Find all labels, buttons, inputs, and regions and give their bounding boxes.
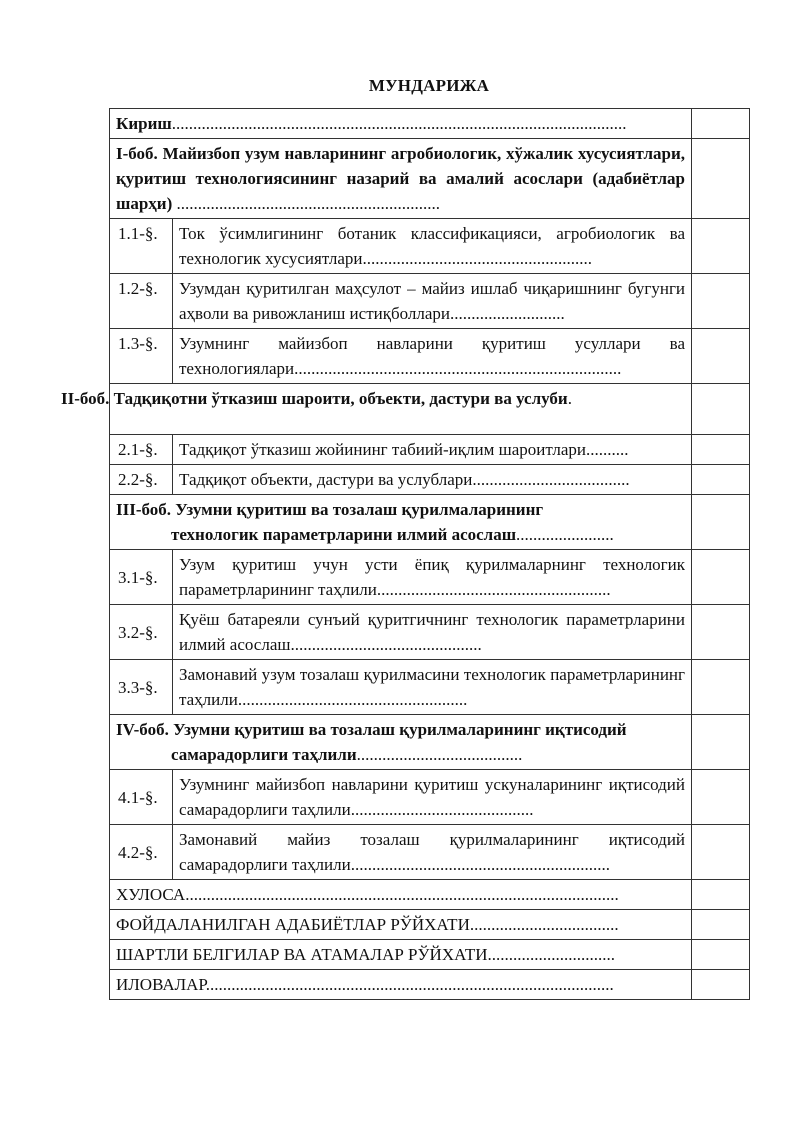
toc-entry-abbreviations[interactable]: ШАРТЛИ БЕЛГИЛАР ВА АТАМАЛАР РЎЙХАТИ.............................. bbox=[110, 940, 692, 970]
page-number-cell bbox=[692, 274, 750, 329]
section-number: 4.1-§. bbox=[110, 770, 173, 825]
page-number-cell bbox=[692, 219, 750, 274]
toc-entry-section-1-2[interactable]: Узумдан қуритилган маҳсулот – майиз ишлаб чиқаришнинг бугунги аҳволи ва ривожланиш истиқболлари........................... bbox=[173, 274, 692, 329]
toc-row-section-3-1 bbox=[110, 550, 750, 605]
section-number: 3.2-§. bbox=[110, 605, 173, 660]
page-number-cell bbox=[692, 910, 750, 940]
section-number: 3.3-§. bbox=[110, 660, 173, 715]
page-number-cell bbox=[692, 495, 750, 550]
toc-entry-section-2-2[interactable]: Тадқиқот объекти, дастури ва услублари..................................... bbox=[173, 465, 692, 495]
toc-row-chapter-1 bbox=[110, 139, 750, 219]
toc-row-section-3-3 bbox=[110, 660, 750, 715]
toc-entry-section-2-1[interactable]: Тадқиқот ўтказиш жойининг табиий-иқлим шароитлари.......... bbox=[173, 435, 692, 465]
section-number: 2.2-§. bbox=[110, 465, 173, 495]
page-number-cell bbox=[692, 329, 750, 384]
toc-row-appendices bbox=[110, 970, 750, 1000]
chapter-3-line-2: технологик параметрларини илмий асослаш....................... bbox=[171, 525, 614, 544]
toc-row-chapter-3 bbox=[110, 495, 750, 550]
toc-row-conclusion bbox=[110, 880, 750, 910]
section-number: 3.1-§. bbox=[110, 550, 173, 605]
toc-row-section-4-2 bbox=[110, 825, 750, 880]
page-number-cell bbox=[692, 465, 750, 495]
toc-row-section-1-1 bbox=[110, 219, 750, 274]
page-number-cell bbox=[692, 550, 750, 605]
page-number-cell bbox=[692, 970, 750, 1000]
page-number-cell bbox=[692, 435, 750, 465]
toc-row-section-4-1 bbox=[110, 770, 750, 825]
toc-row-abbreviations bbox=[110, 940, 750, 970]
page-number-cell bbox=[692, 660, 750, 715]
toc-entry-conclusion[interactable]: ХУЛОСА...................................................................................................... bbox=[110, 880, 692, 910]
page-number-cell bbox=[692, 770, 750, 825]
toc-entry-section-3-2[interactable]: Қуёш батареяли сунъий қуритгичнинг технологик параметрларини илмий асослаш............................................. bbox=[173, 605, 692, 660]
toc-row-section-2-1 bbox=[110, 435, 750, 465]
toc-entry-section-3-1[interactable]: Узум қуритиш учун усти ёпиқ қурилмаларнинг технологик параметрларининг таҳлили....................................................... bbox=[173, 550, 692, 605]
toc-entry-section-1-1[interactable]: Ток ўсимлигининг ботаник классификацияси, агробиологик ва технологик хусусиятлари...................................................... bbox=[173, 219, 692, 274]
page-number-cell bbox=[692, 384, 750, 435]
section-number: 4.2-§. bbox=[110, 825, 173, 880]
toc-entry-chapter-3[interactable] bbox=[110, 495, 692, 550]
toc-entry-section-4-2[interactable]: Замонавий майиз тозалаш қурилмаларининг иқтисодий самарадорлиги таҳлили............................................................. bbox=[173, 825, 692, 880]
toc-row-section-1-2 bbox=[110, 274, 750, 329]
page-number-cell bbox=[692, 880, 750, 910]
toc-row-chapter-4 bbox=[110, 715, 750, 770]
toc-entry-chapter-4[interactable] bbox=[110, 715, 692, 770]
page-number-cell bbox=[692, 139, 750, 219]
toc-row-references bbox=[110, 910, 750, 940]
toc-entry-section-1-3[interactable]: Узумнинг майизбоп навларини қуритиш усуллари ва технологиялари............................................................................. bbox=[173, 329, 692, 384]
chapter-4-line-1: IV-боб. Узумни қуритиш ва тозалаш қурилмаларининг иқтисодий bbox=[116, 720, 627, 739]
toc-entry-section-4-1[interactable]: Узумнинг майизбоп навларини қуритиш ускуналарининг иқтисодий самарадорлиги таҳлили........................................... bbox=[173, 770, 692, 825]
toc-entry-chapter-2[interactable]: II-боб. Тадқиқотни ўтказиш шароити, объекти, дастури ва услуби. bbox=[110, 384, 692, 435]
toc-entry-appendices[interactable]: ИЛОВАЛАР................................................................................................ bbox=[110, 970, 692, 1000]
chapter-3-line-1: III-боб. Узумни қуритиш ва тозалаш қурилмаларининг bbox=[116, 500, 544, 519]
page-number-cell bbox=[692, 825, 750, 880]
chapter-4-line-2: самарадорлиги таҳлили....................................... bbox=[171, 745, 523, 764]
page-number-cell bbox=[692, 109, 750, 139]
section-number: 1.2-§. bbox=[110, 274, 173, 329]
toc-row-section-1-3 bbox=[110, 329, 750, 384]
toc-row-intro bbox=[110, 109, 750, 139]
page-number-cell bbox=[692, 940, 750, 970]
toc-row-chapter-2 bbox=[110, 384, 750, 435]
section-number: 1.3-§. bbox=[110, 329, 173, 384]
toc-row-section-2-2 bbox=[110, 465, 750, 495]
document-title: МУНДАРИЖА bbox=[368, 76, 490, 95]
table-of-contents bbox=[61, 108, 750, 1000]
section-number: 1.1-§. bbox=[110, 219, 173, 274]
page-number-cell bbox=[692, 715, 750, 770]
toc-row-section-3-2 bbox=[110, 605, 750, 660]
toc-entry-intro[interactable]: Кириш........................................................................................................... bbox=[110, 109, 692, 139]
toc-entry-chapter-1[interactable]: I-боб. Майизбоп узум навларининг агробиологик, хўжалик хусусиятлари, қуритиш технологиясининг назарий ва амалий асослари (адабиётлар шарҳи) .............................................................. bbox=[110, 139, 692, 219]
toc-entry-section-3-3[interactable]: Замонавий узум тозалаш қурилмасини технологик параметрларининг таҳлили...................................................... bbox=[173, 660, 692, 715]
page-number-cell bbox=[692, 605, 750, 660]
section-number: 2.1-§. bbox=[110, 435, 173, 465]
toc-entry-references[interactable]: ФОЙДАЛАНИЛГАН АДАБИЁТЛАР РЎЙХАТИ................................... bbox=[110, 910, 692, 940]
